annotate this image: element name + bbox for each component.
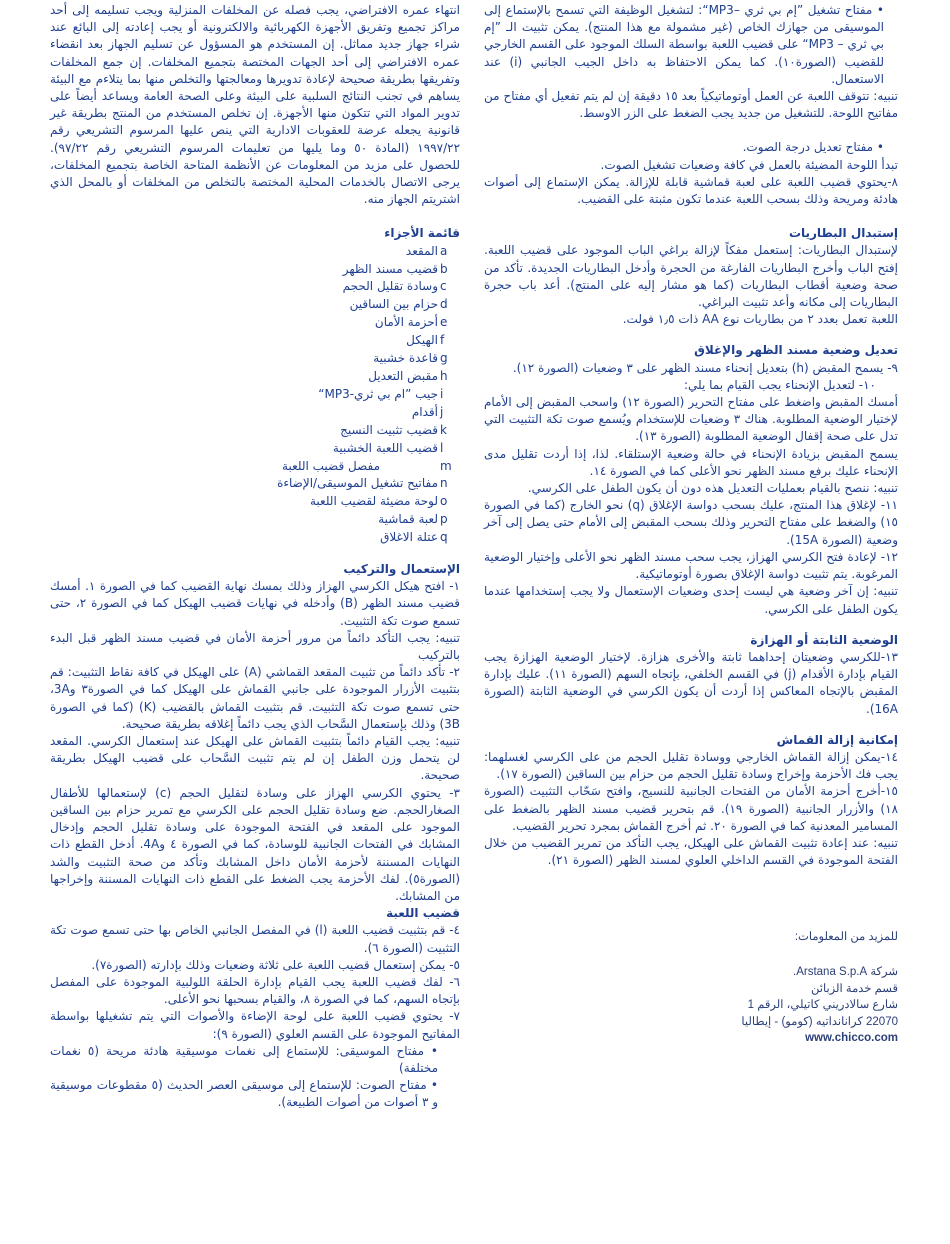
usage-step-1: ١- افتح هيكل الكرسي الهزاز وذلك بمسك نهاية القضيب كما في الصورة ١. أمسك قضيب مسند الظهر (B) وأدخله في نهايات قضيب الهيكل كما في الصورة ٢، حتى تسمع صوت تكة التثبيت.	[50, 579, 460, 628]
part-key: j	[440, 404, 444, 419]
part-label: قضيب تثبيت النسيج	[340, 422, 438, 437]
part-label: الهيكل	[406, 333, 438, 348]
part-label: مقبض التعديل	[368, 368, 438, 383]
usage-heading: الإستعمال والتركيب	[343, 562, 460, 577]
toybar-step-7: ٧- يحتوي قضيب اللعبة على لوحة الإضاءة والأصوات التي يتم تشغيلها بواسطة المفاتيح الموجودة على القسم العلوي (الصورة ٩):	[50, 1009, 460, 1041]
part-key: m	[440, 458, 452, 473]
contact-intro: للمزيد من المعلومات:	[794, 931, 898, 944]
part-key: q	[440, 530, 448, 545]
parts-list	[50, 243, 460, 547]
part-label: حزام بين الساقين	[349, 297, 438, 312]
list-item	[50, 278, 460, 296]
backrest-warning: تنبيه: ننصح بالقيام بعمليات التعديل هذه دون أن يكون الطفل على الكرسي.	[527, 481, 898, 496]
fabric-step-14: ١٤-يمكن إزالة القماش الخارجي ووسادة تقليل الحجم من على الكرسي لغسلهما: يجب فك الأحزمة وإخراج وسادة تقليل الحجم من حزام بين الساقين (الصورة ١٧).	[484, 749, 898, 782]
part-key: e	[440, 315, 448, 330]
part-label: عتلة الاغلاق	[380, 530, 438, 545]
part-key: o	[440, 494, 448, 509]
list-item	[50, 386, 460, 404]
last-position-warning: تنبيه: إن آخر وضعية هي ليست إحدى وضعيات الإستعمال ولا يجب إستخدامها عندما يكون الطفل على الكرسي.	[484, 584, 898, 616]
list-item	[50, 332, 460, 350]
part-label: لعبة قماشية	[378, 512, 438, 527]
backrest-heading: تعديل وضعية مسند الظهر والإغلاق	[694, 343, 898, 358]
part-key: b	[440, 261, 448, 276]
toybar-step-6: ٦- لفك قضيب اللعبة يجب القيام بإدارة الحلقة اللولبية الموجودة على المفصل بإتجاه السهم، كما في الصورة ٨، والقيام بسحبها نحو الأعلى.	[50, 974, 460, 1007]
part-label: قضيب مسند الظهر	[342, 261, 438, 276]
sound-switch-bullet: • مفتاح الصوت: للإستماع إلى موسيقى العصر الحديث (٥ مقطوعات موسيقية و ٣ أصوات من أصوات الطبيعة).	[50, 1078, 438, 1110]
music-switch-text: مفتاح الموسيقى: للإستماع إلى نغمات موسيقية هادئة مريحة (٥ نغمات مختلفة)	[50, 1043, 438, 1075]
usage-warning-1: تنبيه: يجب التأكد دائماً من مرور أحزمة الأمان في قضيب مسند الظهر قبل البدء بالتركيب	[50, 630, 460, 663]
disposal-paragraph: انتهاء عمره الافتراضي، يجب فصله عن المخلفات المنزلية ويجب تسليمه إلى أحد مراكز تجميع وتفريق الأجهزة الكهربائية والالكترونية أو يجب إعادته إلى البائع عند شراء جهاز جديد مماثل. إن المستخدم هو المسؤول عن تسليم الجهاز بعد انقضاء عمره الافتراضي إلى أحد الجهات المختصة بتجميع المخلفات. إن جمع المخلفات وتفريقها بطريقة صحيحة لإعادة تدويرها ومعالجتها والتخلص منها بما يتلاءم مع البيئة يساهم في تجنب النتائج السلبية على البيئة وعلى الصحة العامة ويساعد أيضاً على تدوير المواد التي تتكون منها الأجهزة. إن تخلص المستخدم من المنتج بطريقة غير قانونية يجعله عرضة للعقوبات الادارية التي ينص عليها المرسوم التشريعي رقم ١٩٩٧/٢٢ (المادة ٥٠ وما يليها من تعليمات المرسوم التشريعي رقم ٩٧/٢٢). للحصول على مزيد من المعلومات عن الأنظمة المتاحة الخاصة بتجميع المخلفات، يرجى الاتصال بالخدمات المحلية المختصة بالتخلص من المخلفات أو بالمحل الذي اشتريتم الجهاز منه.	[50, 3, 461, 207]
battery-paragraph: لإستبدال البطاريات: إستعمل مفكاً لإزالة براغي الباب الموجود على قضيب اللعبة. إفتح الباب وأخرج البطاريات الفارغة من الحجرة وأدخل البطاريات الجديدة. تأكد من صحة وضعية أقطاب البطاريات (كما هو مشار إليه على المنتج). أعد باب حجرة البطاريات إلى مكانه وأعد تثبيت البراغي.	[484, 243, 898, 310]
list-item	[50, 493, 460, 511]
part-label: وسادة تقليل الحجم	[342, 279, 438, 294]
part-key: g	[440, 351, 448, 366]
fixed-rocking-step-13: ١٣-للكرسي وضعيتان إحداهما ثابتة والأخرى هزازة. لإختيار الوضعية الهزازة يجب القيام بإدارة الأقدام (j) في القسم الخلفي، بإتجاه السهم (الصورة ١١). عليك بإدارة المقبض بالإتجاه المعاكس إذا أردت أن يكون الكرسي في الوضعية الثابتة (الصورة 16A).	[484, 649, 899, 716]
plush-toy-paragraph: ٨-يحتوي قضيب اللعبة على لعبة قماشية قابلة للإزالة. يمكن الإستماع إلى أصوات هادئة ومريحة وذلك بسحب اللعبة عندما تكون مثبتة على القضيب.	[484, 174, 898, 207]
part-label: المقعد	[405, 243, 438, 258]
part-key: n	[440, 476, 448, 491]
right-column	[484, 0, 898, 1047]
part-label: قضيب اللعبة الخشبية	[332, 440, 438, 455]
part-label: قاعدة خشبية	[373, 351, 438, 366]
part-label: أقدام	[411, 404, 438, 419]
fixed-rocking-heading: الوضعية الثابتة أو الهزازة	[750, 632, 898, 647]
part-key: c	[440, 279, 447, 294]
fabric-warning: تنبيه: عند إعادة تثبيت القماش على الهيكل، يجب التأكد من تمرير القضيب من خلال الفتحة الموجودة في القسم الداخلي العلوي لمسند الظهر (الصورة ٢١).	[484, 835, 898, 868]
part-key: k	[440, 422, 447, 437]
list-item	[50, 475, 460, 493]
backrest-recline-note: يسمح المقبض بزيادة الإنحناء في حالة وضعية الإستلقاء. لذا، إذا أردت تقليل مدى الإنحناء عليك برفع مسند الظهر نحو الأعلى كما في الصورة ١٤.	[484, 446, 898, 478]
list-item	[50, 529, 460, 547]
contact-street: شارع سالادريني كاتيلي، الرقم 1	[747, 999, 898, 1012]
list-item	[50, 440, 460, 458]
list-item	[50, 404, 460, 422]
fabric-removal-heading: إمكانية إزالة القماش	[776, 732, 898, 747]
auto-off-warning: تنبيه: تتوقف اللعبة عن العمل أوتوماتيكياً بعد ١٥ دقيقة إن لم يتم تفعيل أي مفتاح من مفاتيح اللوحة. للتشغيل من جديد يجب الضغط على الزر الاوسط.	[484, 89, 898, 121]
part-key: h	[440, 368, 448, 383]
parts-list-heading: قائمة الأجزاء	[384, 226, 460, 241]
contact-department: قسم خدمة الزبائن	[811, 982, 898, 995]
reopen-step-12: ١٢- لإعادة فتح الكرسي الهزاز، يجب سحب مسند الظهر نحو الأعلى وإختيار الوضعية المرغوبة. يتم تثبيت دواسة الإغلاق بصورة أوتوماتيكية.	[484, 549, 898, 582]
volume-switch-paragraph: • مفتاح تعديل درجة الصوت.	[742, 140, 884, 155]
list-item	[50, 422, 460, 440]
backrest-step-10: ١٠- لتعديل الإنحناء يجب القيام بما يلي:	[683, 377, 876, 392]
contact-company: شركة Arstana S.p.A.	[793, 965, 898, 978]
sound-switch-text: مفتاح الصوت: للإستماع إلى موسيقى العصر الحديث (٥ مقطوعات موسيقية و ٣ أصوات من أصوات الطبيعة).	[50, 1078, 438, 1110]
part-key: f	[440, 333, 445, 348]
toybar-step-4: ٤- قم بتثبيت قضيب اللعبة (l) في المفصل الجانبي الخاص بها حتى تسمع صوت تكة التثبيت (الصورة ٦).	[50, 923, 460, 955]
toybar-heading: قضيب اللعبة	[386, 906, 460, 921]
part-key: i	[440, 386, 444, 401]
closing-step-11: ١١- لإغلاق هذا المنتج، عليك بسحب دواسة الإغلاق (q) نحو الخارج (كما في الصورة ١٥) والضغط على مفتاح التحرير وذلك بسحب المقبض إلى الأمام حتى يصل إلى آخر وضعية (الصورة 15A).	[484, 498, 898, 547]
part-label: جيب ”ام بي ثري-MP3“	[318, 386, 438, 401]
list-item	[50, 243, 460, 261]
part-key: p	[440, 512, 448, 527]
list-item	[50, 314, 460, 332]
part-key: d	[440, 297, 448, 312]
list-item	[50, 350, 460, 368]
list-item	[50, 261, 460, 279]
backrest-instructions: أمسك المقبض واضغط على مفتاح التحرير (الصورة ١٢) واسحب المقبض إلى الأمام لإختيار الوضعية المطلوبة. هناك ٣ وضعيات للإستخدام ويُسمع صوت تكة التثبيت التي تدل على صحة إقفال الوضعية المطلوبة (الصورة ١٣).	[484, 395, 898, 444]
list-item	[50, 368, 460, 386]
contact-city: 22070 كرانانداتيه (كومو) - إيطاليا	[741, 1015, 898, 1028]
list-item	[50, 511, 460, 529]
fabric-step-15: ١٥-أخرج أحزمة الأمان من الفتحات الجانبية للنسيج، وافتح سَحّاب التثبيت (الصورة ١٨) والأزرار الجانبية (الصورة ١٩). قم بتحرير قضيب مسند الظهر بالضغط على المسامير المعدنية كما في الصورة ٢٠. ثم أخرج القماش بمجرد تحرير القضيب.	[484, 784, 899, 833]
list-item	[50, 296, 460, 314]
part-label: أحزمة الأمان	[374, 315, 438, 330]
backrest-step-9: ٩- يسمح المقبض (h) بتعديل إنحناء مسند الظهر على ٣ وضعيات (الصورة ١٢).	[512, 360, 898, 375]
toybar-step-5: ٥- يمكن إستعمال قضيب اللعبة على ثلاثة وضعيات وذلك بإدارته (الصورة٧).	[91, 957, 460, 972]
part-label: لوحة مضيئة لقضيب اللعبة	[309, 494, 438, 509]
music-switch-bullet: • مفتاح الموسيقى: للإستماع إلى نغمات موسيقية هادئة مريحة (٥ نغمات مختلفة)	[50, 1043, 438, 1075]
mp3-switch-paragraph: • مفتاح تشغيل ”إم بي ثري –MP3“: لتشغيل الوظيفة التي تسمح بالإستماع إلى الموسيقى من جهازك الخاص (غير مشمولة مع هذا المنتج). يمكن تثبيت الـ ”إم بي ثري – MP3“ على قضيب اللعبة بواسطة السلك الموجود على القسم الخارجي للقضيب (الصورة١٠). كما يمكن الاحتفاظ به داخل الجيب الجانبي (i) عند الاستعمال.	[484, 3, 885, 86]
usage-warning-2: تنبيه: يجب القيام دائماً بتثبيت القماش على الهيكل عند إستعمال الكرسي. المقعد لن يتحمل وزن الطفل إن لم يتم تثبيت السَّحاب على قضيب الهيكل بطريقة صحيحة.	[50, 734, 460, 783]
usage-step-3: ٣- يحتوي الكرسي الهزاز على وسادة لتقليل الحجم (c) لإستعمالها للأطفال الصغارالحجم. ضع وسادة تقليل الحجم على الكرسي مع تمرير حزام بين الساقين الموجود على المقعد في الفتحة الموجودة على وسادة تقليل الحجم وإدخال المشابك في الفتحات الجانبية للوسادة، كما في الصورة ٤ و4A. أدخل القطع ذات النهايات المسننة لأحزمة الأمان داخل المشابك وتأكد من صحة التثبيت والشد (الصورة٥). لفك الأحزمة يجب الضغط على القطع ذات النهايات المسننة وإخراجها من المشابك.	[50, 785, 460, 903]
battery-type-paragraph: اللعبة تعمل بعدد ٢ من بطاريات نوع AA ذات ١٫٥ فولت.	[622, 312, 898, 327]
part-key: a	[440, 243, 448, 258]
list-item	[50, 458, 460, 476]
left-column	[50, 0, 460, 1112]
contact-website[interactable]: www.chicco.com	[805, 1032, 898, 1045]
part-label: مفصل قضيب اللعبة	[282, 458, 380, 473]
battery-heading: إستبدال البطاريات	[788, 226, 898, 241]
part-label: مفاتيح تشغيل الموسيقى/الإضاءة	[277, 476, 438, 491]
part-key: l	[440, 440, 444, 455]
contact-block	[484, 929, 898, 1047]
usage-step-2: ٢- تأكد دائماً من تثبيت المقعد القماشي (A) على الهيكل في كافة نقاط التثبيت: قم بتثبيت الأزرار الموجودة على جانبي القماش على الهيكل كما في الصورة٣ و3A، حتى تسمع صوت تكة التثبيت. قم بتثبيت القماش بالقضيب (K) (كما في الصورة 3B) وذلك بإستعمال السَّحاب الذي يجب دائماً إغلاقه بطريقة صحيحة.	[50, 665, 461, 731]
light-panel-paragraph: تبدأ اللوحة المضيئة بالعمل في كافة وضعيات تشغيل الصوت.	[600, 157, 898, 172]
